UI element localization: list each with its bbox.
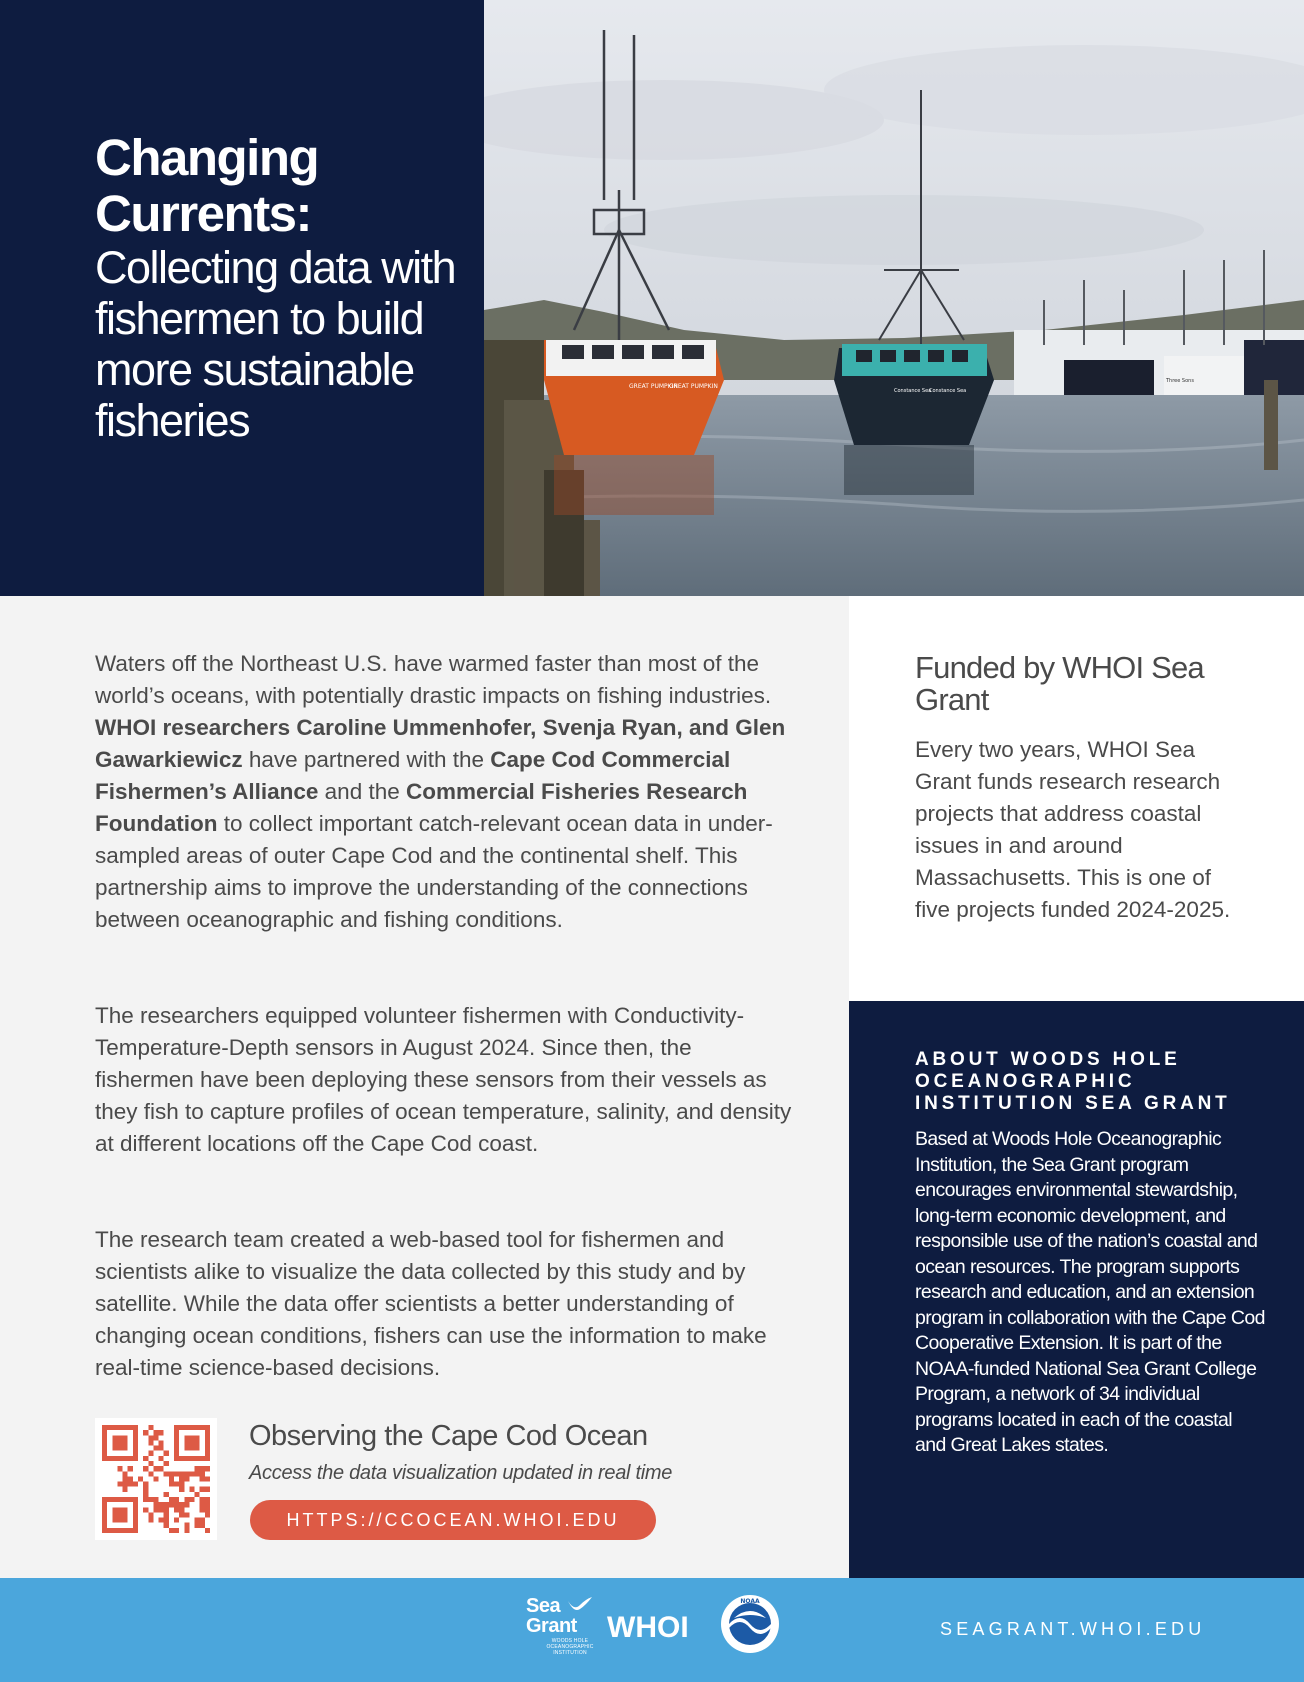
noaa-logo-icon (720, 1594, 780, 1654)
about-panel (849, 1001, 1304, 1578)
intro-paragraph (95, 648, 795, 936)
sensors-paragraph: The researchers equipped volunteer fishermen with Conductivity-Temperature-Depth sensors in August 2024. Since then, the fishermen have been deploying these sensors from their vessels as they fish to capture profiles of ocean temperature, salinity, and density at different locations off the Cape Cod coast. (95, 1003, 792, 1156)
boat-name: Constance Sea (929, 388, 967, 394)
boat-name: GREAT PUMPKIN (629, 383, 678, 390)
footer (0, 1578, 1304, 1682)
text-run: Waters off the Northeast U.S. have warmed faster than most of the world’s oceans, with potentially drastic impacts on fishing industries. (95, 651, 772, 708)
web-tool-paragraph: The research team created a web-based tool for fishermen and scientists alike to visualize the data collected by this study and by satellite. While the data offer scientists a better understanding of changing ocean conditions, fishers can use the information to make real-time science-based decisions. (95, 1227, 767, 1380)
qr-code[interactable] (95, 1418, 217, 1540)
sea-grant-logo (526, 1594, 596, 1666)
boat-name: GREAT PUMPKIN (669, 383, 718, 390)
noaa-label: NOAA (740, 1598, 760, 1605)
boat-name: Three Sons (1166, 378, 1194, 384)
about-text: Based at Woods Hole Oceanographic Institution, the Sea Grant program encourages environmental stewardship, long-term economic development, and responsible use of the nation’s coastal and ocean resources. The program supports research and education, and an extension program in collaboration with the Cape Cod Cooperative Extension. It is part of the NOAA-funded National Sea Grant College Program, a network of 34 individual programs located in each of the coastal and Great Lakes states. (915, 1128, 1265, 1456)
text-run: have partnered with the (242, 747, 491, 772)
title-subtitle: Collecting data with fishermen to build more sustainable fisheries (95, 242, 456, 446)
ccocean-url-button[interactable]: HTTPS://CCOCEAN.WHOI.EDU (250, 1500, 656, 1540)
funded-title: Funded by WHOI Sea Grant (915, 650, 1204, 717)
logo-word-grant: Grant (526, 1615, 577, 1637)
cta-subtitle: Access the data visualization updated in real time (249, 1462, 673, 1484)
page-title (95, 130, 475, 446)
about-title: ABOUT WOODS HOLE OCEANOGRAPHIC INSTITUTION SEA GRANT (915, 1049, 1231, 1114)
title-bold: Changing Currents: (95, 129, 319, 242)
seagrant-url-link[interactable]: SEAGRANT.WHOI.EDU (940, 1619, 1206, 1639)
researchers-names: WHOI researchers Caroline Ummenhofer, Svenja Ryan, and Glen Gawarkiewicz (95, 715, 786, 772)
alliance-name: Cape Cod Commercial Fishermen’s Alliance (95, 747, 731, 804)
text-run: to collect important catch-relevant ocean data in under-sampled areas of outer Cape Cod and the continental shelf. This partnership aims to improve the understanding of the connections between oceanographic and fishing conditions. (95, 811, 773, 932)
funded-by-panel (849, 596, 1304, 1001)
main-content (0, 596, 849, 1578)
hero-title-panel (0, 0, 484, 596)
logo-word-sea: Sea (526, 1595, 561, 1617)
cta-title: Observing the Cape Cod Ocean (249, 1420, 648, 1452)
foundation-name: Commercial Fisheries Research Foundation (95, 779, 748, 836)
text-run: and the (318, 779, 406, 804)
hero-harbor-photo (484, 0, 1304, 596)
funded-text: Every two years, WHOI Sea Grant funds research research projects that address coastal issues in and around Massachusetts. This is one of five projects funded 2024-2025. (915, 737, 1231, 922)
boat-name: Constance Sea (894, 388, 932, 394)
logo-subtext: WOODS HOLE OCEANOGRAPHIC INSTITUTION (546, 1638, 594, 1656)
whoi-logo: WHOI (607, 1611, 689, 1644)
bird-icon (566, 1595, 594, 1613)
